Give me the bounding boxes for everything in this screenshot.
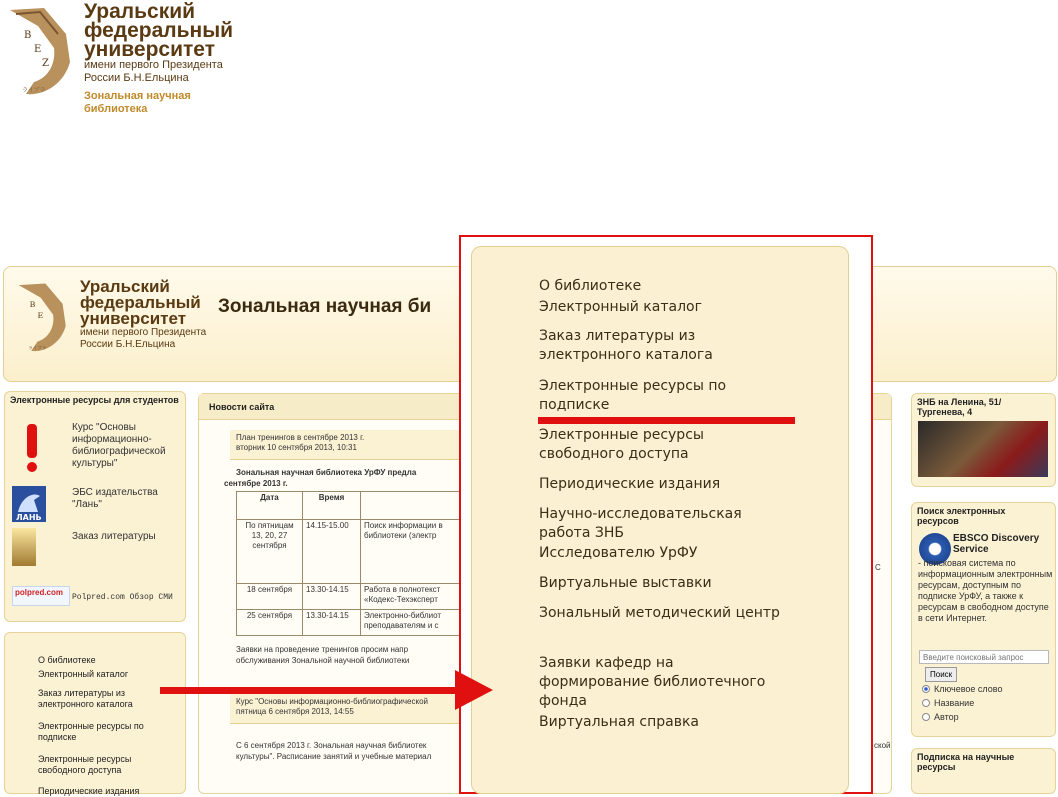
zoom-menu-item[interactable]: свободного доступа xyxy=(539,446,689,462)
search-button[interactable]: Поиск xyxy=(925,667,957,682)
panel-title: Подписка на научные ресурсы xyxy=(917,752,1015,772)
panel-title: Поиск электронных ресурсов xyxy=(917,506,1006,526)
table-header: Дата xyxy=(237,492,303,520)
logo-line: Уральский xyxy=(80,277,170,296)
table-cell: 13.30-14.15 xyxy=(303,584,361,610)
zoom-menu-item[interactable]: Научно-исследовательская xyxy=(539,506,742,522)
table-cell: Электронно-библиот преподавателям и с xyxy=(361,610,466,636)
zoom-menu-item[interactable]: Электронные ресурсы по xyxy=(539,378,727,394)
radio-keyword[interactable] xyxy=(922,684,1002,695)
lan-logo[interactable] xyxy=(12,486,46,522)
zoom-menu-item[interactable]: Электронный каталог xyxy=(539,299,702,315)
menu-item-catalog[interactable]: Электронный каталог xyxy=(38,669,129,679)
svg-text:ライブラ: ライブラ xyxy=(28,346,47,352)
logo-sub: имени первого Президента xyxy=(80,327,207,338)
panel-title: Электронные ресурсы для студентов xyxy=(10,395,179,405)
table-cell: 14.15-15.00 xyxy=(303,520,361,584)
news-text: культуры". Расписание занятий и учебные материал xyxy=(236,752,432,761)
ebsco-name[interactable]: EBSCO Discovery Service xyxy=(953,533,1040,555)
university-emblem-icon[interactable] xyxy=(14,278,72,358)
zoom-menu-item[interactable]: подписке xyxy=(539,397,610,413)
svg-text:E: E xyxy=(37,311,44,320)
university-emblem-icon xyxy=(4,4,78,100)
table-header: Время xyxy=(303,492,361,520)
news-date: вторник 10 сентября 2013, 10:31 xyxy=(236,443,357,452)
zoom-menu-item[interactable]: формирование библиотечного xyxy=(539,674,766,690)
zoom-menu-item[interactable]: Заявки кафедр на xyxy=(539,655,674,671)
search-input[interactable] xyxy=(919,650,1049,664)
panel-title: ЗНБ на Ленина, 51/Тургенева, 4 xyxy=(917,397,1002,417)
radio-label: Автор xyxy=(934,712,959,722)
logo-org: библиотека xyxy=(84,103,148,115)
lamp-icon[interactable] xyxy=(12,528,36,566)
radio-selected-icon[interactable] xyxy=(922,685,930,693)
logo-line: Уральский xyxy=(84,0,196,23)
table-row xyxy=(237,610,466,636)
table-cell: По пятницам 13, 20, 27 сентября xyxy=(237,520,303,584)
news-text: С 6 сентября 2013 г. Зональная научная библиотек xyxy=(236,741,427,750)
table-cell: 25 сентября xyxy=(237,610,303,636)
news-date: пятница 6 сентября 2013, 14:55 xyxy=(236,707,354,716)
news-title[interactable]: План тренингов в сентябре 2013 г. xyxy=(236,433,365,442)
svg-text:Z: Z xyxy=(42,58,49,69)
logo-line: университет xyxy=(84,38,215,61)
order-link[interactable]: Заказ литературы xyxy=(72,531,156,542)
zoom-menu-item[interactable]: фонда xyxy=(539,693,587,709)
radio-icon[interactable] xyxy=(922,699,930,707)
table-header xyxy=(361,492,466,520)
training-table xyxy=(236,491,466,636)
table-row xyxy=(237,520,466,584)
news-text-cut: С xyxy=(875,563,881,572)
zoom-menu-item[interactable]: Виртуальные выставки xyxy=(539,575,712,591)
pointer-arrow-head-icon xyxy=(455,670,493,710)
menu-item-order[interactable]: Заказ литературы из электронного каталога xyxy=(38,688,133,709)
top-logo-text xyxy=(84,2,233,116)
logo-sub: России Б.Н.Ельцина xyxy=(80,339,176,350)
news-text-cut: ской xyxy=(874,741,891,750)
svg-text:ЛАНЬ: ЛАНЬ xyxy=(16,513,42,522)
radio-label: Ключевое слово xyxy=(934,684,1003,694)
zoom-menu-item[interactable]: работа ЗНБ xyxy=(539,525,624,541)
news-footer: обслуживания Зональной научной библиотеки xyxy=(236,656,410,665)
table-cell: 13.30-14.15 xyxy=(303,610,361,636)
svg-text:B: B xyxy=(29,300,36,310)
zoom-menu-item[interactable]: Периодические издания xyxy=(539,476,721,492)
zoom-menu-item[interactable]: О библиотеке xyxy=(539,278,642,294)
menu-item-subscription[interactable]: Электронные ресурсы по подписке xyxy=(38,721,144,742)
radio-title[interactable] xyxy=(922,698,974,709)
news-panel-title: Новости сайта xyxy=(199,394,891,420)
exclamation-icon[interactable] xyxy=(22,424,44,474)
logo-sub: имени первого Президента xyxy=(84,59,223,71)
zoom-menu-item[interactable]: электронного каталога xyxy=(539,347,713,363)
radio-icon[interactable] xyxy=(922,713,930,721)
table-cell: Поиск информации в библиотеки (электр xyxy=(361,520,466,584)
menu-item-periodicals[interactable]: Периодические издания xyxy=(38,786,140,796)
site-title: Зональная научная би xyxy=(218,296,432,317)
logo-line: федеральный xyxy=(80,293,201,312)
table-row xyxy=(237,584,466,610)
pointer-arrow-line xyxy=(160,687,460,694)
table-cell: 18 сентября xyxy=(237,584,303,610)
news-footer: Заявки на проведение тренингов просим напр xyxy=(236,645,409,654)
polpred-logo[interactable] xyxy=(12,586,70,606)
logo-org: Зональная научная xyxy=(84,90,191,102)
news-title[interactable]: Курс "Основы информационно-библиографической xyxy=(236,697,429,706)
header-logo-text[interactable] xyxy=(80,279,206,351)
svg-text:E: E xyxy=(34,44,42,55)
news-lead: сентябре 2013 г. xyxy=(224,479,288,488)
zoom-menu-item[interactable]: Заказ литературы из xyxy=(539,328,696,344)
radio-author[interactable] xyxy=(922,712,959,723)
zoom-menu-item[interactable]: Электронные ресурсы xyxy=(539,427,704,443)
news-lead: Зональная научная библиотека УрФУ предла xyxy=(236,468,417,477)
zoom-menu-item[interactable]: Виртуальная справка xyxy=(539,714,700,730)
table-cell: Работа в полнотекст «Кодекс-Техэксперт xyxy=(361,584,466,610)
highlight-underline xyxy=(538,417,795,424)
zoom-menu-item[interactable]: Зональный методический центр xyxy=(539,605,780,621)
logo-line: университет xyxy=(80,309,187,328)
zoom-menu-item[interactable]: Исследователю УрФУ xyxy=(539,545,698,561)
library-photo[interactable] xyxy=(918,421,1048,477)
svg-text:ライブラ: ライブラ xyxy=(22,87,46,94)
subscription-panel xyxy=(911,748,1056,794)
polpred-logo-text: polpred.com xyxy=(15,588,64,597)
menu-item-about[interactable]: О библиотеке xyxy=(38,655,96,665)
radio-label: Название xyxy=(934,698,975,708)
logo-sub: России Б.Н.Ельцина xyxy=(84,72,189,84)
course-link[interactable]: Курс "Основы информационно-библиографической культуры" xyxy=(72,422,166,469)
polpred-link[interactable]: Polpred.com Обзор СМИ xyxy=(72,593,173,602)
lan-link[interactable]: ЭБС издательства "Лань" xyxy=(72,487,158,510)
ebsco-description: - поисковая система по информационным электронным ресурсам, доступным по подписке УрФУ, а также к ресурсам в свободном доступе в сети Интернет. xyxy=(918,558,1053,623)
svg-text:B: B xyxy=(24,30,32,41)
logo-line: федеральный xyxy=(84,19,234,42)
menu-item-free-resources[interactable]: Электронные ресурсы свободного доступа xyxy=(38,754,132,775)
